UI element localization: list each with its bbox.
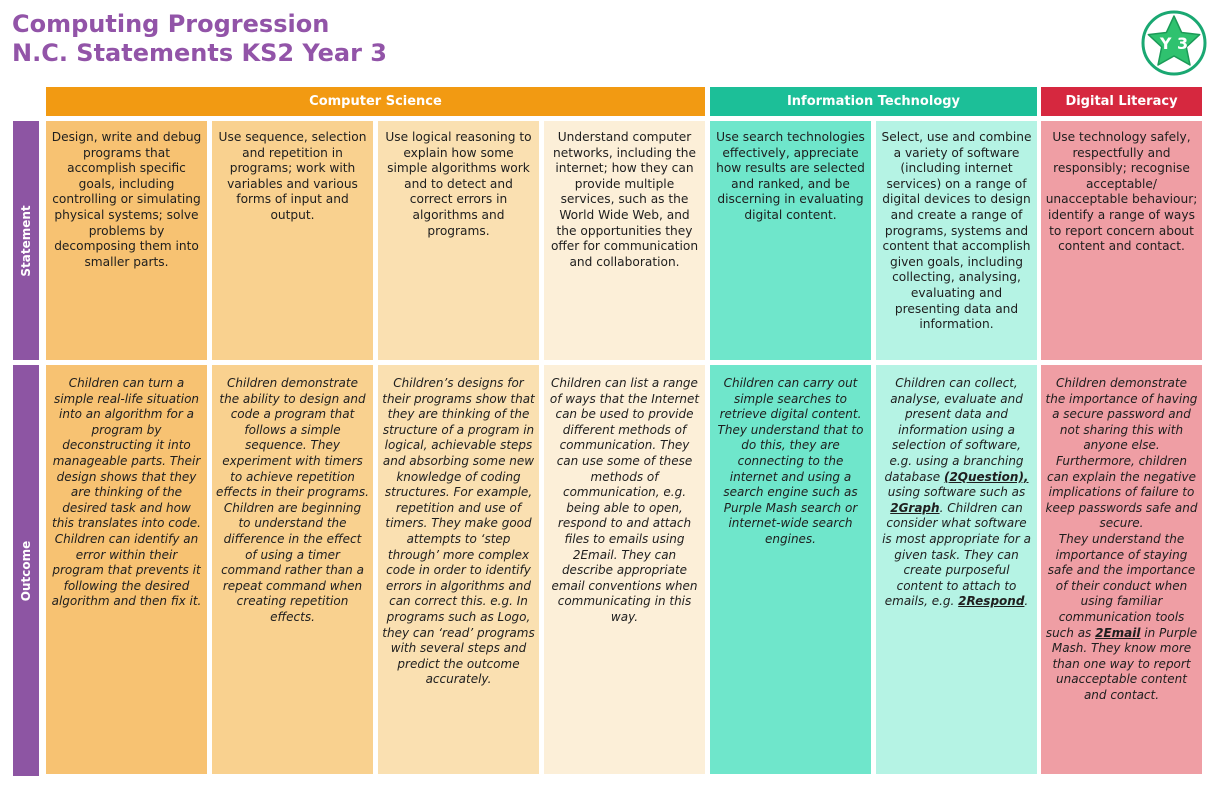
header-digital-literacy: Digital Literacy — [1041, 87, 1202, 116]
link-2question[interactable]: (2Question), — [943, 469, 1029, 484]
outcome-it-1: Children can carry out simple searches to retrieve digital content. They understand that to do this, they are connecting to the internet and using a search engine such as Purple Mash search or internet-wide search engines. — [710, 365, 871, 774]
header-information-technology: Information Technology — [710, 87, 1037, 116]
row-label-outcome — [13, 365, 39, 776]
link-2graph[interactable]: 2Graph — [890, 500, 940, 515]
statement-cs-1: Design, write and debug programs that accomplish specific goals, including controlling or simulating physical systems; solve problems by decomposing them into smaller parts. — [46, 121, 207, 360]
outcome-it-2-text-1: Children can collect, analyse, evaluate and present data and information using a selection of software, e.g. using a branching database — [884, 376, 1024, 484]
outcome-it-2-text-4: . — [1024, 594, 1029, 609]
title-line-1: Computing Progression — [12, 10, 330, 38]
statement-dl-1: Use technology safely, respectfully and responsibly; recognise acceptable/ unacceptable behaviour; identify a range of ways to report concern about content and contact. — [1041, 121, 1202, 360]
badge-label: Y 3 — [1159, 33, 1189, 53]
row-label-outcome-text: Outcome — [19, 540, 33, 601]
outcome-cs-2: Children demonstrate the ability to design and code a program that follows a simple sequence. They experiment with timers to achieve repetition effects in their programs. Children are beginning to understand the difference in the effect of using a timer command rather than a repeat command when creating repetition effects. — [212, 365, 373, 774]
row-label-statement-text: Statement — [19, 204, 33, 277]
statement-cs-3: Use logical reasoning to explain how some simple algorithms work and to detect and correct errors in algorithms and programs. — [378, 121, 539, 360]
outcome-dl-text-2: They understand the importance of staying safe and the importance of their conduct when using familiar communication tools such as — [1045, 531, 1196, 640]
outcome-it-2 — [876, 365, 1037, 774]
statement-it-1: Use search technologies effectively, appreciate how results are selected and ranked, and be discerning in evaluating digital content. — [710, 121, 871, 360]
year-badge — [1141, 10, 1207, 76]
row-label-statement — [13, 121, 39, 360]
statement-it-2: Select, use and combine a variety of software (including internet services) on a range of digital devices to design and create a range of programs, systems and content that accomplish given goals, including collecting, analysing, evaluating and presenting data and information. — [876, 121, 1037, 360]
header-computer-science: Computer Science — [46, 87, 705, 116]
page-title — [12, 10, 387, 68]
statement-cs-4: Understand computer networks, including the internet; how they can provide multiple services, such as the World Wide Web, and the opportunities they offer for communication and collaboration. — [544, 121, 705, 360]
outcome-cs-3: Children’s designs for their programs show that they are thinking of the structure of a program in logical, achievable steps and absorbing some new knowledge of coding structures. For example, repetition and use of timers. They make good attempts to ‘step through’ more complex code in order to identify errors in algorithms and can correct this. e.g. In programs such as Logo, they can ‘read’ programs with several steps and predict the outcome accurately. — [378, 365, 539, 774]
link-2respond[interactable]: 2Respond — [958, 594, 1025, 609]
outcome-dl-paragraph-2 — [1045, 532, 1198, 704]
outcome-dl-1 — [1041, 365, 1202, 774]
outcome-it-2-text-2: using software such as — [887, 485, 1026, 500]
title-line-2: N.C. Statements KS2 Year 3 — [12, 39, 387, 67]
statement-cs-2: Use sequence, selection and repetition in programs; work with variables and various forms of input and output. — [212, 121, 373, 360]
outcome-it-2-text-3: . Children can consider what software is most appropriate for a given task. They can create purposeful content to attach to emails, e.g. — [882, 500, 1031, 609]
outcome-cs-1: Children can turn a simple real-life situation into an algorithm for a program by deconstructing it into manageable parts. Their design shows that they are thinking of the desired task and how this translates into code. Children can identify an error within their program that prevents it following the desired algorithm and then fix it. — [46, 365, 207, 774]
outcome-dl-paragraph-1: Children demonstrate the importance of having a secure password and not sharing this with anyone else. Furthermore, children can explain the negative implications of failure to keep passwords safe and secure. — [1045, 376, 1198, 531]
link-2email[interactable]: 2Email — [1095, 625, 1141, 640]
outcome-cs-4: Children can list a range of ways that the Internet can be used to provide different methods of communication. They can use some of these methods of communication, e.g. being able to open, respond to and attach files to emails using 2Email. They can describe appropriate email conventions when communicating in this way. — [544, 365, 705, 774]
outcome-dl-text-3: in Purple Mash. They know more than one way to report unacceptable content and contact. — [1051, 625, 1198, 702]
